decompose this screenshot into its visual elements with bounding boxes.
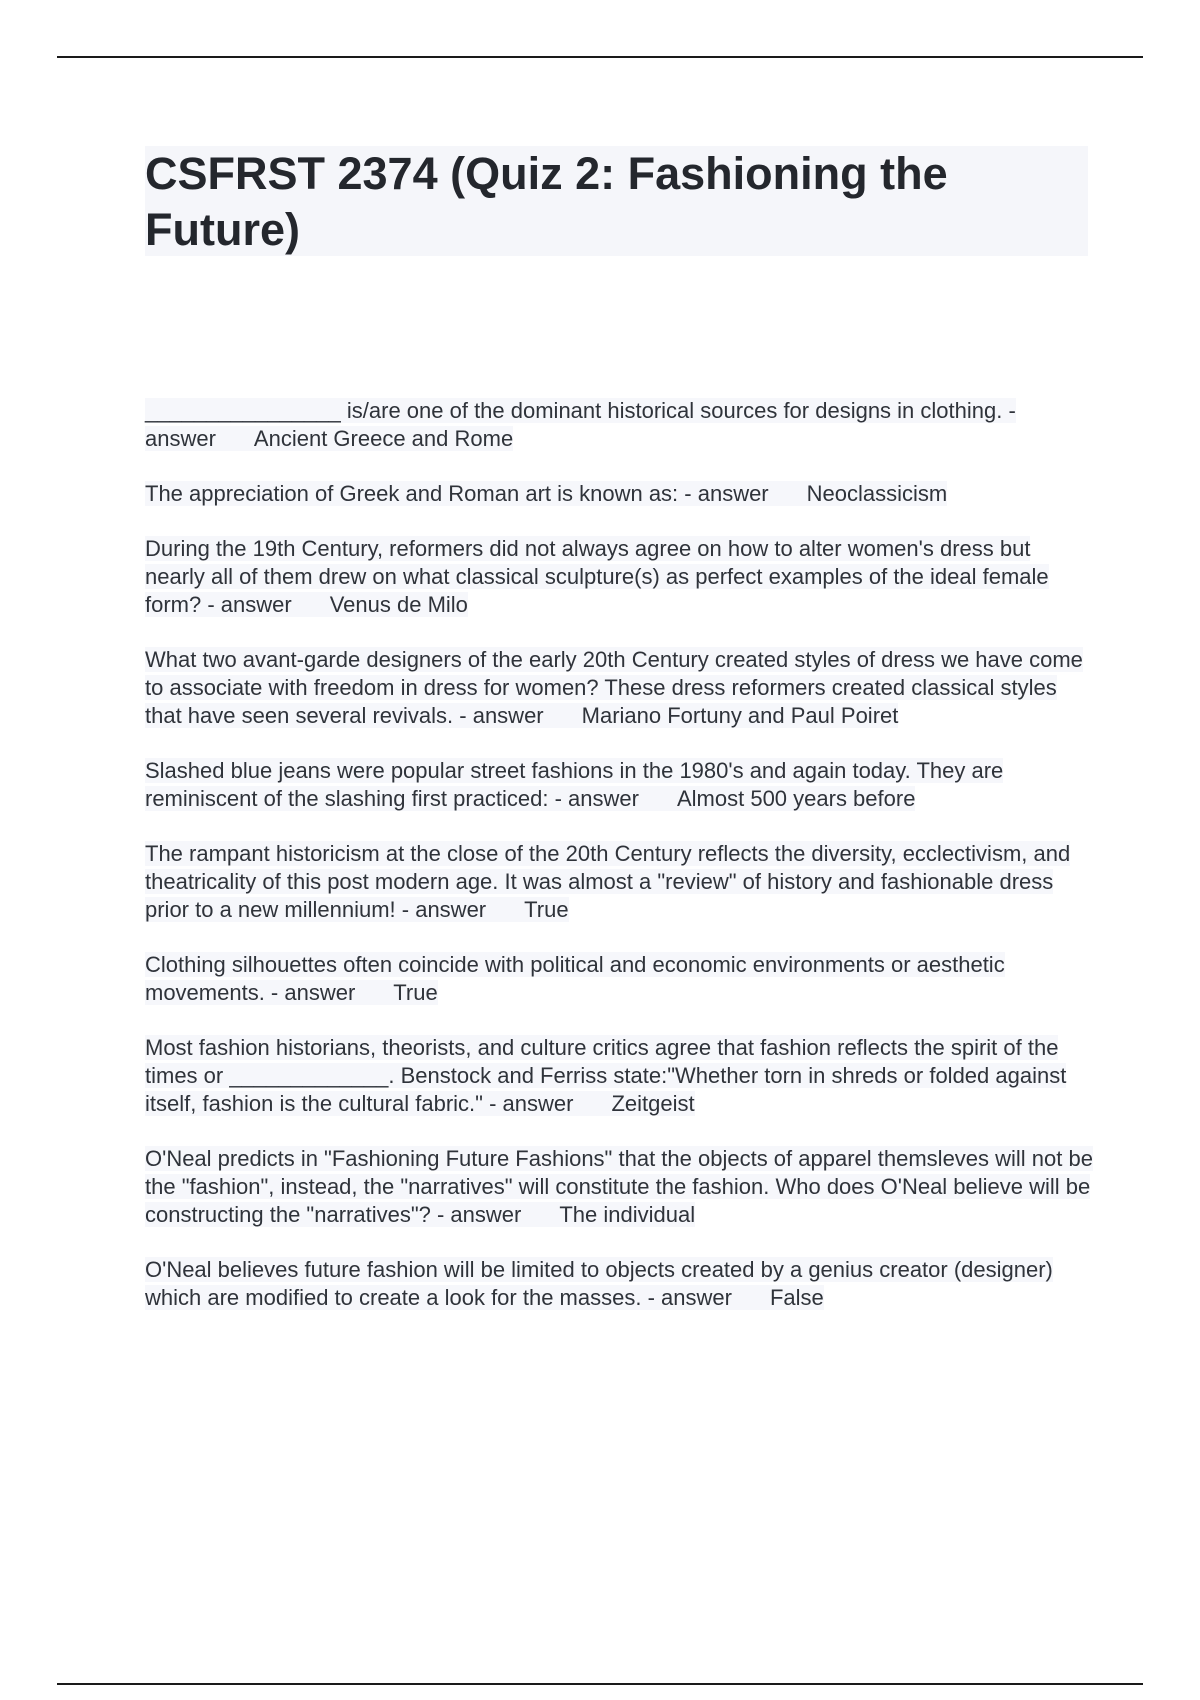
answer-text: Mariano Fortuny and Paul Poiret — [581, 703, 899, 728]
question-text: ________________ is/are one of the dominant historical sources for designs in clothing. - answer — [145, 398, 1016, 451]
title-block — [145, 146, 1088, 256]
answer-text: The individual — [559, 1202, 696, 1227]
bottom-rule — [57, 1683, 1143, 1685]
qa-item — [145, 397, 1095, 453]
answer-text: Almost 500 years before — [676, 786, 916, 811]
qa-item — [145, 757, 1095, 813]
qa-item — [145, 480, 1095, 508]
question-text: Most fashion historians, theorists, and culture critics agree that fashion reflects the spirit of the times or _____________. Benstock and Ferriss state:"Whether torn in shreds or folded against itself, fashion is the cultural fabric." - answer — [145, 1035, 1067, 1116]
qa-list — [145, 397, 1095, 1339]
qa-item — [145, 1256, 1095, 1312]
qa-item — [145, 951, 1095, 1007]
answer-text: True — [524, 897, 569, 922]
question-text: Slashed blue jeans were popular street fashions in the 1980's and again today. They are reminiscent of the slashing first practiced: - answer — [145, 758, 1004, 811]
qa-item — [145, 1145, 1095, 1229]
answer-text: False — [769, 1285, 824, 1310]
qa-item — [145, 1034, 1095, 1118]
qa-item — [145, 646, 1095, 730]
document-title: CSFRST 2374 (Quiz 2: Fashioning the Future) — [145, 148, 948, 255]
question-text: O'Neal believes future fashion will be limited to objects created by a genius creator (designer) which are modified to create a look for the masses. - answer — [145, 1257, 1053, 1310]
question-text: What two avant-garde designers of the early 20th Century created styles of dress we have come to associate with freedom in dress for women? These dress reformers created classical styles that have seen several revivals. - answer — [145, 647, 1083, 728]
answer-text: Venus de Milo — [329, 592, 468, 617]
answer-text: True — [393, 980, 438, 1005]
question-text: O'Neal predicts in "Fashioning Future Fashions" that the objects of apparel themsleves will not be the "fashion", instead, the "narratives" will constitute the fashion. Who does O'Neal believe will be constructing the "narratives"? - answer — [145, 1146, 1093, 1227]
question-text: The rampant historicism at the close of the 20th Century reflects the diversity, ecclectivism, and theatricality of this post modern age. It was almost a "review" of history and fashionable dress prior to a new millennium! - answer — [145, 841, 1071, 922]
qa-item — [145, 535, 1095, 619]
top-rule — [57, 56, 1143, 58]
question-text: The appreciation of Greek and Roman art is known as: - answer — [145, 481, 769, 506]
question-text: Clothing silhouettes often coincide with political and economic environments or aesthetic movements. - answer — [145, 952, 1005, 1005]
qa-item — [145, 840, 1095, 924]
answer-text: Neoclassicism — [806, 481, 948, 506]
answer-text: Zeitgeist — [611, 1091, 695, 1116]
question-text: During the 19th Century, reformers did not always agree on how to alter women's dress but nearly all of them drew on what classical sculpture(s) as perfect examples of the ideal female form? - answer — [145, 536, 1049, 617]
answer-text: Ancient Greece and Rome — [253, 426, 514, 451]
